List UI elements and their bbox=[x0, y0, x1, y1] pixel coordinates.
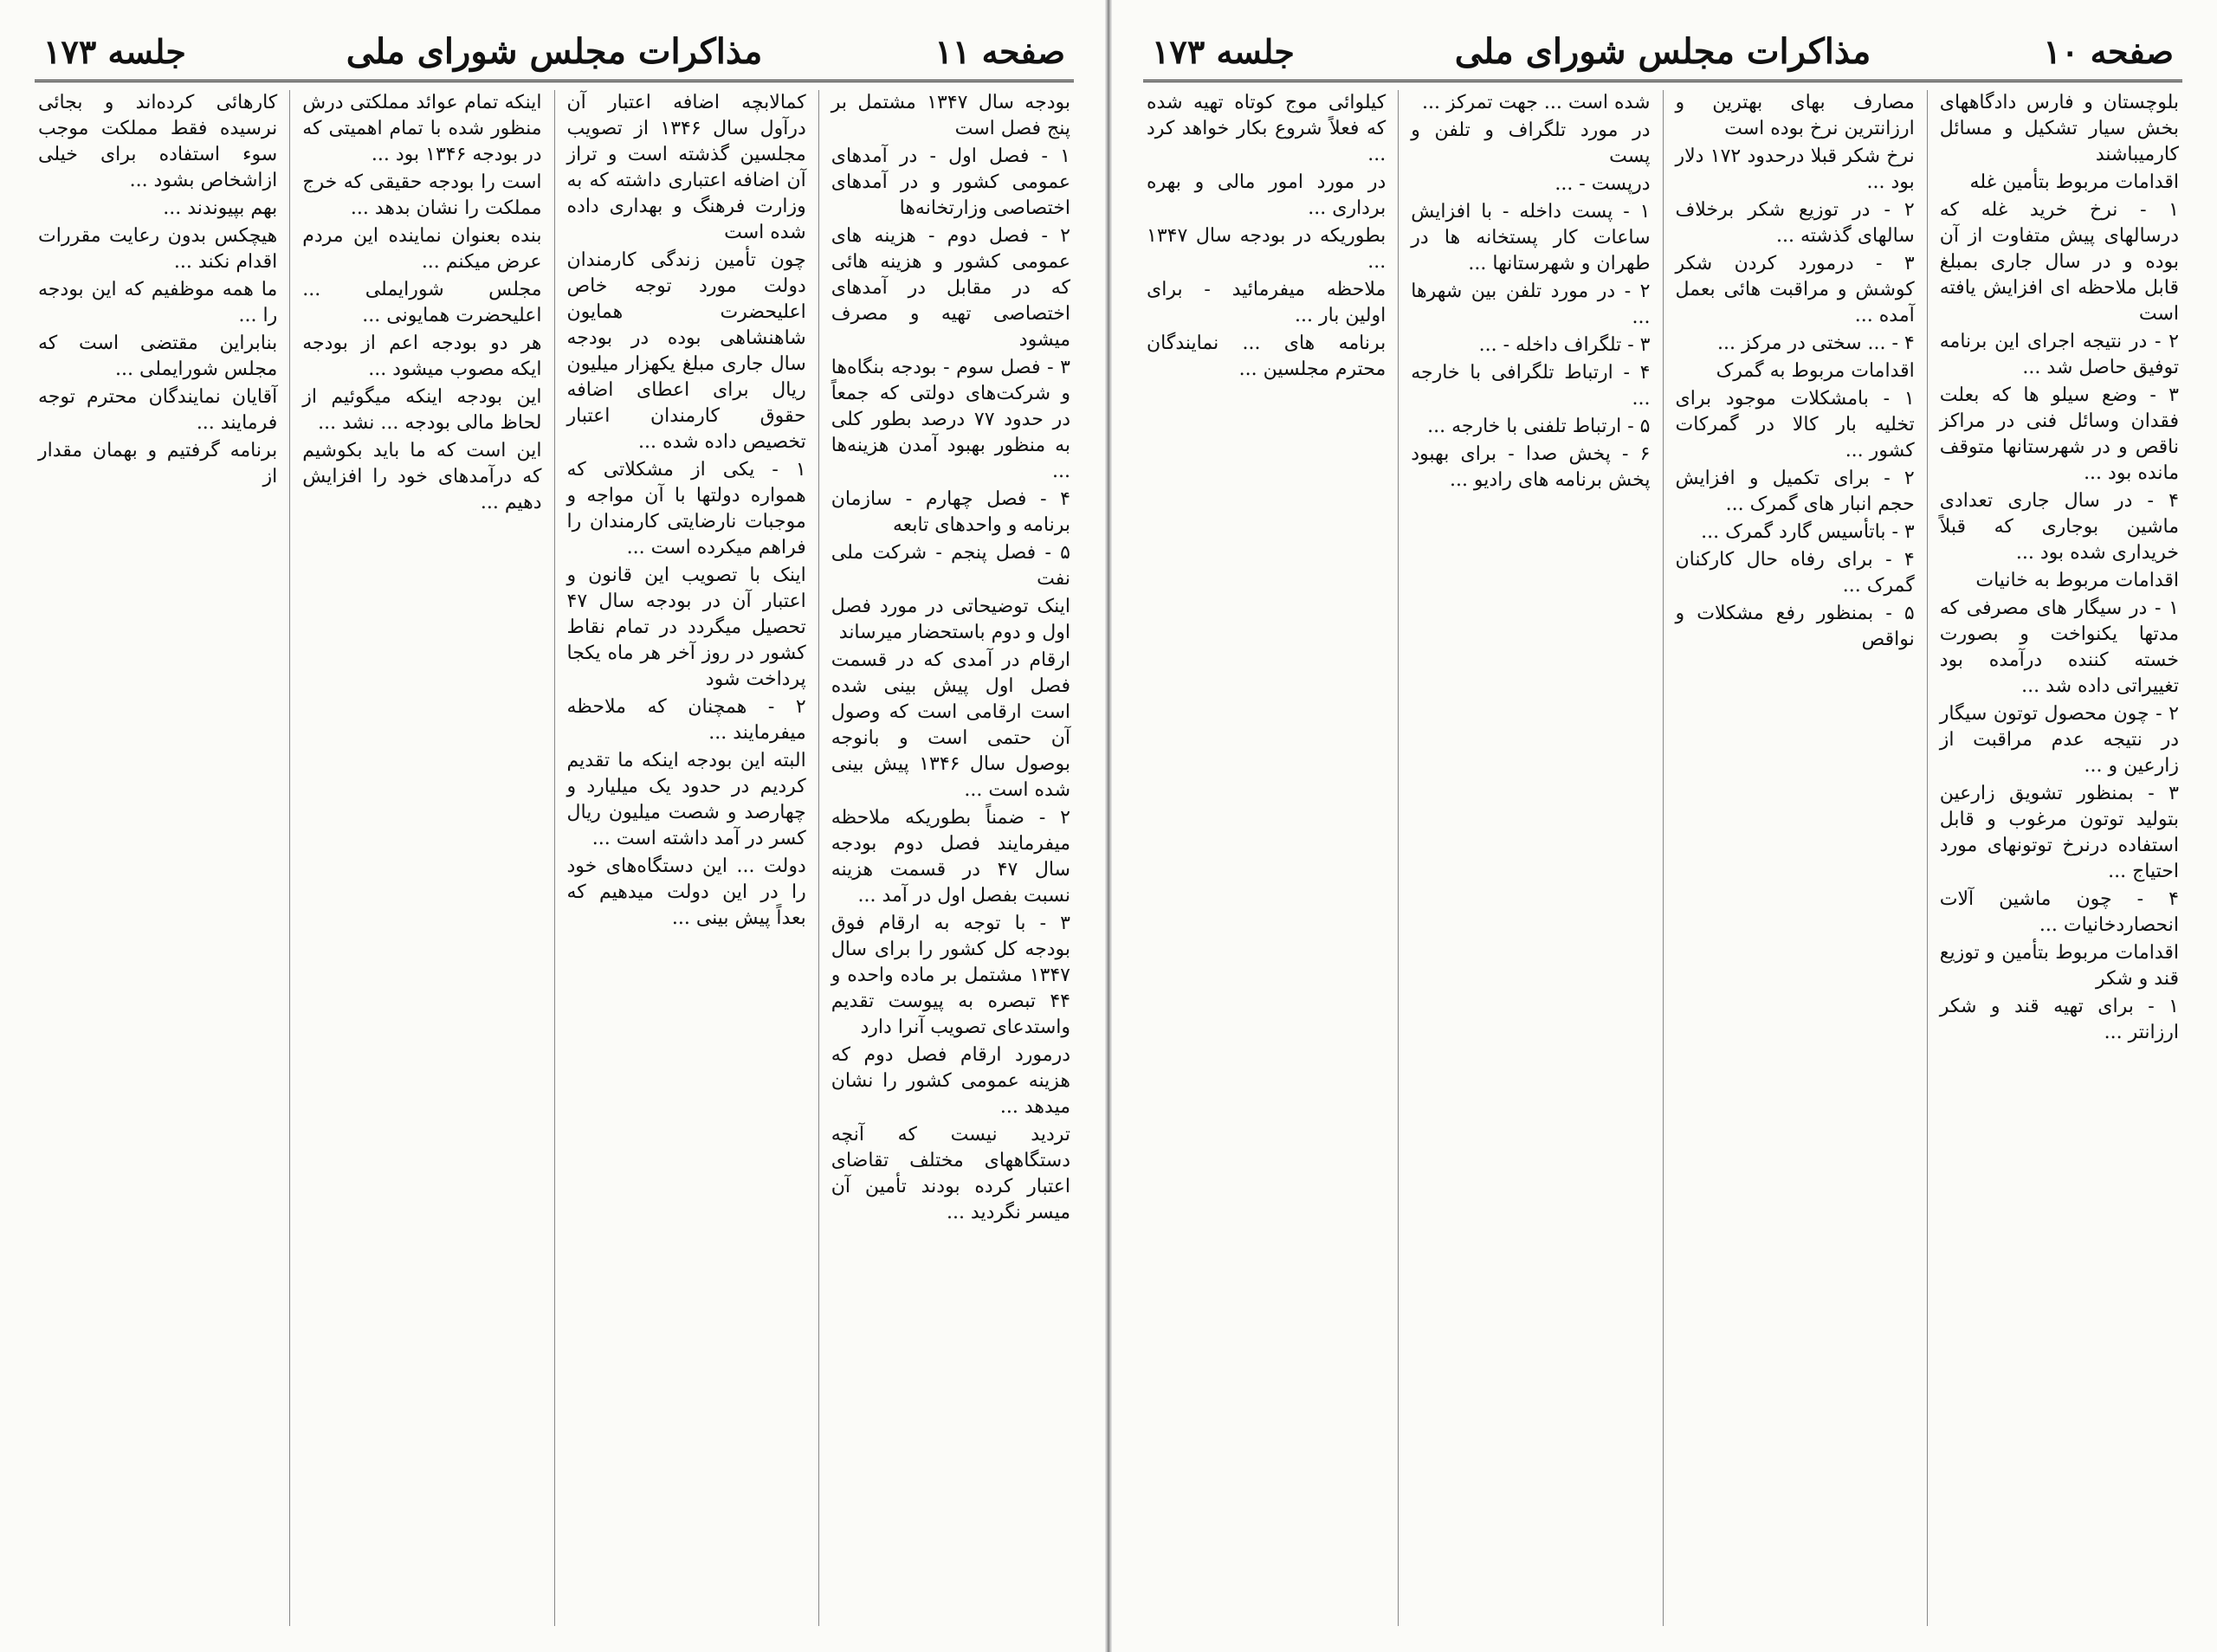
column-paragraph: بهم بپیوندند ... bbox=[163, 197, 278, 219]
column-paragraph: ۳ - تلگراف داخله - ... bbox=[1478, 334, 1651, 356]
text-column bbox=[818, 90, 1083, 1626]
column-paragraph: البته این بودجه اینکه ما تقدیم کردیم در حدود یک میلیارد و چهارصد و شصت میلیون ریال کسر در آمد داشته است ... bbox=[566, 750, 806, 849]
column-paragraph: ۵ - ارتباط تلفنی با خارجه ... bbox=[1427, 416, 1651, 437]
column-paragraph: آقایان نمایندگان محترم توجه فرمایند ... bbox=[38, 386, 278, 434]
column-paragraph: ۵ - فصل پنجم - شرکت ملی نفت bbox=[831, 542, 1070, 590]
left-page-header bbox=[35, 24, 1074, 82]
column-paragraph: ۵ - بمنظور رفع مشکلات و نواقص bbox=[1675, 603, 1915, 650]
column-paragraph: ۲ - همچنان که ملاحظه میفرمایند ... bbox=[566, 696, 806, 744]
book-spine bbox=[1105, 0, 1112, 1652]
text-column bbox=[1398, 90, 1662, 1626]
column-paragraph: ۴ - فصل چهارم - سازمان برنامه و واحدهای تابعه bbox=[831, 488, 1070, 536]
column-paragraph: ۱ - نرخ خرید غله که درسالهای پیش متفاوت از آن بوده و در سال جاری بمبلغ قابل ملاحظه ای افزایش یافته است bbox=[1939, 199, 2179, 325]
column-paragraph: بودجه سال ۱۳۴۷ مشتمل بر پنج فصل است bbox=[831, 92, 1070, 139]
column-paragraph: ۱ - بامشکلات موجود برای تخلیه بار کالا در گمرکات کشور ... bbox=[1675, 388, 1915, 461]
left-page-title: مذاکرات مجلس شورای ملی bbox=[346, 31, 763, 72]
text-column bbox=[1663, 90, 1927, 1626]
right-page bbox=[1108, 0, 2217, 1652]
text-column bbox=[554, 90, 818, 1626]
right-page-header bbox=[1143, 24, 2182, 82]
column-paragraph: نرخ شکر قبلا درحدود ۱۷۲ دلار بود ... bbox=[1675, 145, 1915, 193]
column-paragraph: هیچکس بدون رعایت مقررات اقدام نکند ... bbox=[38, 225, 278, 273]
column-paragraph: ۱ - پست داخله - با افزایش ساعات کار پستخانه ها در طهران و شهرستانها ... bbox=[1411, 201, 1651, 274]
column-paragraph: تردید نیست که آنچه دستگاههای مختلف تقاضای اعتبار کرده بودند تأمین آن میسر نگردید ... bbox=[831, 1124, 1070, 1223]
column-paragraph: ۳ - وضع سیلو ها که بعلت فقدان وسائل فنی در مراکز ناقص و در شهرستانها متوقف مانده بود ... bbox=[1939, 384, 2179, 484]
column-paragraph: ۴ - برای رفاه حال کارکنان گمرک ... bbox=[1675, 549, 1915, 597]
column-paragraph: مجلس شورایملی ... اعلیحضرت همایونی ... bbox=[302, 279, 542, 326]
text-column bbox=[1927, 90, 2191, 1626]
right-session-label: جلسه ۱۷۳ bbox=[1152, 32, 1295, 71]
column-paragraph: ۴ - ارتباط تلگرافی با خارجه ... bbox=[1411, 362, 1651, 410]
column-paragraph: اقدامات مربوط بتأمین و توزیع قند و شکر bbox=[1939, 942, 2179, 990]
column-paragraph: ۴ - در سال جاری تعدادی ماشین بوجاری که قبلاً خریداری شده بود ... bbox=[1939, 490, 2179, 564]
column-paragraph: برنامه های ... نمایندگان محترم مجلسین ... bbox=[1147, 332, 1386, 380]
column-paragraph: اقدامات مربوط به خانیات bbox=[1975, 570, 2179, 591]
column-paragraph: کیلوائی موج کوتاه تهیه شده که فعلاً شروع بکار خواهد کرد ... bbox=[1147, 92, 1386, 165]
column-paragraph: ۲ - در مورد تلفن بین شهرها ... bbox=[1411, 281, 1651, 328]
column-paragraph: ۶ - پخش صدا - برای بهبود پخش برنامه های رادیو ... bbox=[1411, 443, 1651, 491]
column-paragraph: است را بودجه حقیقی که خرج مملکت را نشان بدهد ... bbox=[302, 171, 542, 219]
column-paragraph: هر دو بودجه اعم از بودجه ایکه مصوب میشود ... bbox=[302, 332, 542, 380]
column-paragraph: مصارف بهای بهترین و ارزانترین نرخ بوده است bbox=[1675, 92, 1915, 139]
column-paragraph: ما همه موظفیم که این بودجه را ... bbox=[38, 279, 278, 326]
column-paragraph: چون تأمین زندگی کارمندان دولت مورد توجه خاص اعلیحضرت همایون شاهنشاهی بوده در بودجه سال جاری مبلغ یکهزار میلیون ریال برای اعطای اضافه حقوق کارمندان اعتبار تخصیص داده شده ... bbox=[566, 249, 806, 453]
text-column bbox=[289, 90, 553, 1626]
column-paragraph: این است که ما باید بکوشیم که درآمدهای خود را افزایش دهیم ... bbox=[302, 440, 542, 513]
column-paragraph: ۲ - در توزیع شکر برخلاف سالهای گذشته ... bbox=[1675, 199, 1915, 247]
column-paragraph: اینک با تصویب این قانون و اعتبار آن در بودجه سال ۴۷ تحصیل میگردد در تمام نقاط کشور در روز آخر هر ماه یکجا پرداخت شود bbox=[566, 565, 806, 690]
left-session-label: جلسه ۱۷۳ bbox=[43, 32, 186, 71]
column-paragraph: ملاحظه میفرمائید - برای اولین بار ... bbox=[1147, 279, 1386, 326]
right-page-columns bbox=[1134, 90, 2191, 1626]
column-paragraph: ۱ - در سیگار های مصرفی که مدتها یکنواخت و بصورت خسته کننده درآمده بود تغییراتی داده شد ... bbox=[1939, 597, 2179, 697]
column-paragraph: کمالابچه اضافه اعتبار آن درآول سال ۱۳۴۶ از تصویب مجلسین گذشته است و تراز آن اضافه اعتباری داشته که به وزارت فرهنگ و بهداری داده شده است bbox=[566, 92, 806, 243]
column-paragraph: بنده بعنوان نماینده این مردم عرض میکنم ... bbox=[302, 225, 542, 273]
column-paragraph: بنابراین مقتضی است که مجلس شورایملی ... bbox=[38, 332, 278, 380]
left-page bbox=[0, 0, 1108, 1652]
column-paragraph: ۳ - درمورد کردن شکر کوشش و مراقبت هائی بعمل آمده ... bbox=[1675, 253, 1915, 326]
column-paragraph: ۲ - ضمناً بطوریکه ملاحظه میفرمایند فصل دوم بودجه سال ۴۷ در قسمت هزینه نسبت بفصل اول در آمد ... bbox=[831, 807, 1070, 907]
column-paragraph: در مورد تلگراف و تلفن و پست bbox=[1411, 119, 1651, 167]
column-paragraph: ۱ - فصل اول - در آمدهای عمومی کشور و در آمدهای اختصاصی وزارتخانه‌ها bbox=[831, 145, 1070, 219]
left-page-columns bbox=[26, 90, 1083, 1626]
column-paragraph: درمورد ارقام فصل دوم که هزینه عمومی کشور را نشان میدهد ... bbox=[831, 1044, 1070, 1118]
column-paragraph: کارهائی کرده‌اند و بجائی نرسیده فقط مملکت موجب سوء استفاده برای خیلی ازاشخاص بشود ... bbox=[38, 92, 278, 191]
column-paragraph: ۳ - بمنظور تشویق زارعین بتولید توتون مرغوب و قابل استفاده درنرخ توتونهای مورد احتیاج ... bbox=[1939, 783, 2179, 882]
column-paragraph: ۱ - برای تهیه قند و شکر ارزانتر ... bbox=[1939, 996, 2179, 1043]
right-page-title: مذاکرات مجلس شورای ملی bbox=[1454, 31, 1871, 72]
column-paragraph: ۲ - در نتیجه اجرای این برنامه توفیق حاصل شد ... bbox=[1939, 331, 2179, 378]
column-paragraph: ارقام در آمدی که در قسمت فصل اول پیش بینی شده است ارقامی است که وصول آن حتمی است و بانوجه بوصول سال ۱۳۴۶ پیش بینی شده است ... bbox=[831, 649, 1070, 801]
column-paragraph: اقدامات مربوط بتأمین غله bbox=[1969, 171, 2179, 193]
column-paragraph: این بودجه اینکه میگوئیم از لحاظ مالی بودجه ... نشد ... bbox=[302, 386, 542, 434]
column-paragraph: ۱ - یکی از مشکلاتی که همواره دولتها با آن مواجه و موجبات نارضایتی کارمندان را فراهم میکرده است ... bbox=[566, 459, 806, 558]
column-paragraph: اینک توضیحاتی در مورد فصل اول و دوم باستحضار میرساند bbox=[831, 596, 1070, 643]
column-paragraph: درپست - ... bbox=[1554, 173, 1651, 195]
right-page-number: صفحه ۱۰ bbox=[2043, 32, 2174, 71]
column-paragraph: دولت ... این دستگاه‌های خود را در این دولت میدهیم که بعداً پیش بینی ... bbox=[566, 855, 806, 929]
column-paragraph: اقدامات مربوط به گمرک bbox=[1716, 360, 1915, 382]
column-paragraph: ۳ - با توجه به ارقام فوق بودجه کل کشور را برای سال ۱۳۴۷ مشتمل بر ماده واحده و ۴۴ تبصره به پیوست تقدیم واستدعای تصویب آنرا دارد bbox=[831, 913, 1070, 1038]
column-paragraph: بطوریکه در بودجه سال ۱۳۴۷ ... bbox=[1147, 225, 1386, 273]
column-paragraph: شده است ... جهت تمرکز ... bbox=[1421, 92, 1651, 113]
column-paragraph: بلوچستان و فارس دادگاههای بخش سیار تشکیل و مسائل کارمیباشند bbox=[1939, 92, 2179, 165]
left-page-number: صفحه ۱۱ bbox=[934, 32, 1065, 71]
column-paragraph: ۲ - برای تکمیل و افزایش حجم انبار های گمرک ... bbox=[1675, 468, 1915, 515]
column-paragraph: ۲ - فصل دوم - هزینه های عمومی کشور و هزینه هائی که در مقابل در آمدهای اختصاصی تهیه و مصرف میشود bbox=[831, 225, 1070, 351]
column-paragraph: ۴ - ... سختی در مرکز ... bbox=[1717, 332, 1915, 354]
text-column bbox=[26, 90, 289, 1626]
column-paragraph: برنامه گرفتیم و بهمان مقدار از bbox=[38, 440, 278, 487]
column-paragraph: ۲ - چون محصول توتون سیگار در نتیجه عدم مراقبت از زارعین و ... bbox=[1939, 703, 2179, 777]
column-paragraph: اینکه تمام عوائد مملکتی درش منظور شده با تمام اهمیتی که در بودجه ۱۳۴۶ بود ... bbox=[302, 92, 542, 165]
column-paragraph: ۳ - فصل سوم - بودجه بنگاه‌ها و شرکت‌های دولتی که جمعاً در حدود ۷۷ درصد بطور کلی به منظور بهبود آمدن هزینه‌ها ... bbox=[831, 357, 1070, 482]
column-paragraph: ۴ - چون ماشین آلات انحصاردخانیات ... bbox=[1939, 888, 2179, 936]
column-paragraph: در مورد امور مالی و بهره برداری ... bbox=[1147, 171, 1386, 219]
column-paragraph: ۳ - باتأسیس گارد گمرک ... bbox=[1701, 521, 1915, 543]
text-column bbox=[1134, 90, 1398, 1626]
